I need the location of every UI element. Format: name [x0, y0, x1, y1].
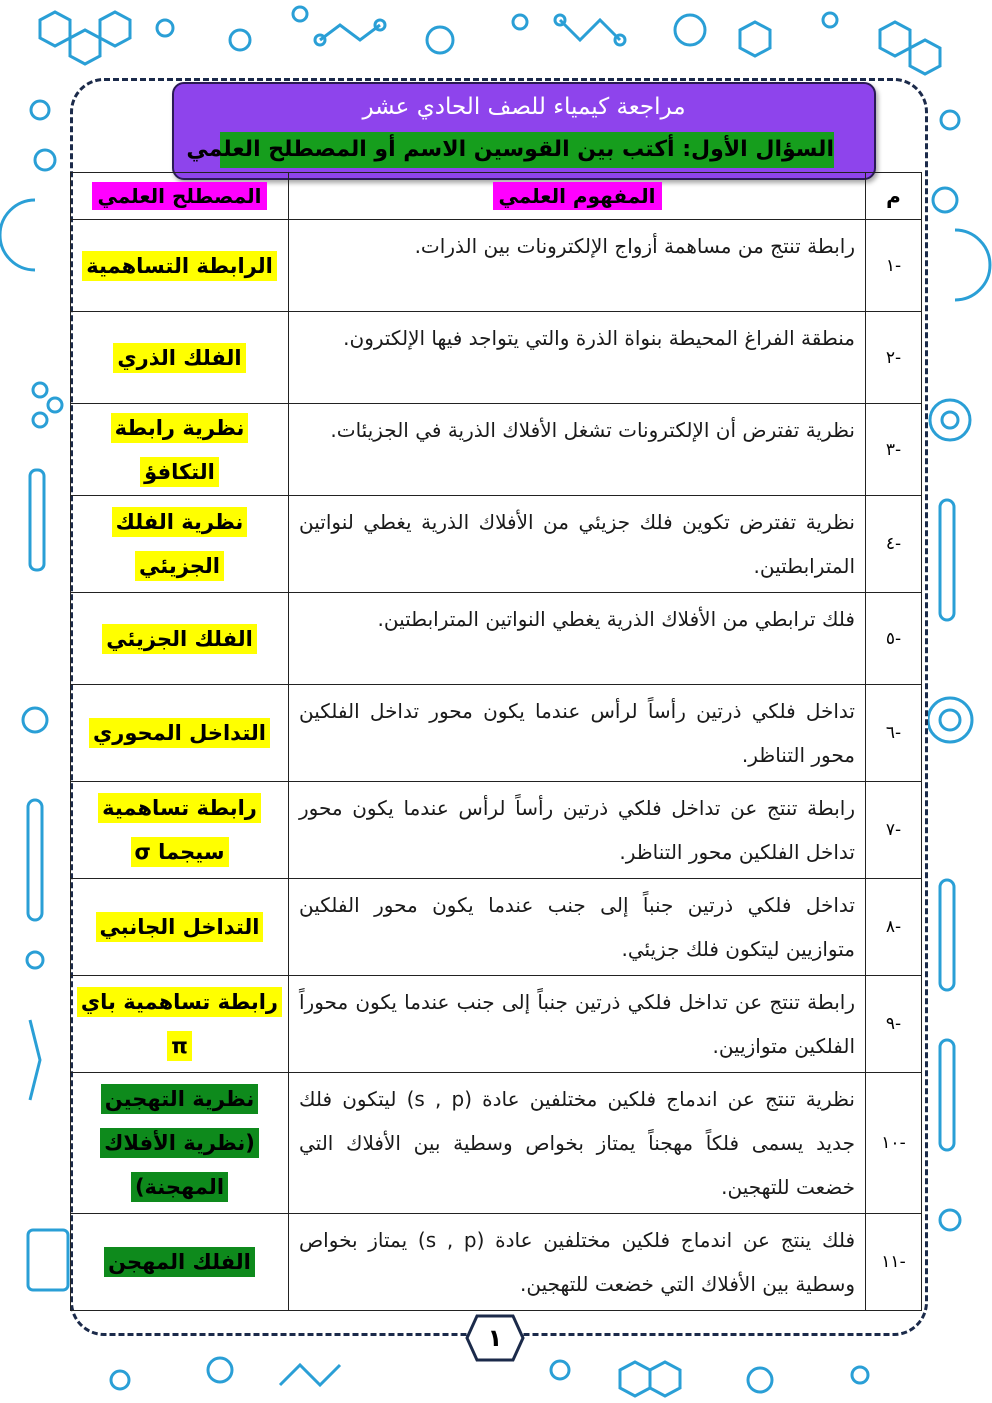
- row-definition: رابطة تنتج عن تداخل فلكي ذرتين جنباً إلى جنب عندما يكون محوراً الفلكين متوازيين.: [289, 976, 866, 1073]
- row-number: -١١: [866, 1214, 922, 1311]
- page-number-badge: [465, 1312, 525, 1364]
- row-definition: نظرية تفترض أن الإلكترونات تشغل الأفلاك الذرية في الجزيئات.: [289, 404, 866, 496]
- table-row: [71, 593, 922, 685]
- term-highlight: الرابطة التساهمية: [82, 251, 277, 281]
- row-term: [71, 976, 289, 1073]
- col-header-definition-label: المفهوم العلمي: [493, 182, 662, 210]
- table-row: [71, 220, 922, 312]
- term-highlight: الفلك المهجن: [104, 1247, 255, 1277]
- table-row: [71, 404, 922, 496]
- header-banner: [172, 82, 876, 180]
- row-term: [71, 879, 289, 976]
- table-row: [71, 976, 922, 1073]
- row-number: -٨: [866, 879, 922, 976]
- row-definition: رابطة تنتج من مساهمة أزواج الإلكترونات بين الذرات.: [289, 220, 866, 312]
- table-row: [71, 782, 922, 879]
- col-header-num: م: [866, 173, 922, 220]
- row-term: [71, 496, 289, 593]
- term-highlight: نظرية التهجين (نظرية الأفلاك المهجنة): [100, 1084, 259, 1202]
- table-row: [71, 685, 922, 782]
- row-definition: فلك ترابطي من الأفلاك الذرية يغطي النواتين المترابطتين.: [289, 593, 866, 685]
- row-term: [71, 312, 289, 404]
- term-highlight: نظرية رابطة التكافؤ: [111, 413, 249, 487]
- page-title: مراجعة كيمياء للصف الحادي عشر: [362, 94, 686, 120]
- table-header-row: [71, 173, 922, 220]
- page-number: ١: [487, 1324, 503, 1352]
- term-highlight: الفلك الجزيئي: [102, 624, 257, 654]
- term-highlight: نظرية الفلك الجزيئي: [112, 507, 248, 581]
- col-header-term: [71, 173, 289, 220]
- row-term: [71, 1214, 289, 1311]
- row-number: -٦: [866, 685, 922, 782]
- row-definition: تداخل فلكي ذرتين رأساً لرأس عندما يكون محور تداخل الفلكين محور التناظر.: [289, 685, 866, 782]
- row-number: -٥: [866, 593, 922, 685]
- term-highlight: التداخل الجانبي: [96, 912, 264, 942]
- row-term: [71, 220, 289, 312]
- row-definition: نظرية تنتج عن اندماج فلكين مختلفين عادة (s , p) ليتكون فلك جديد يسمى فلكاً مهجناً يمتاز بخواص وسطية بين الأفلاك التي خضعت للتهجين.: [289, 1073, 866, 1214]
- row-number: -٣: [866, 404, 922, 496]
- term-highlight: رابطة تساهمية باي π: [77, 987, 282, 1061]
- term-highlight: الفلك الذري: [113, 343, 245, 373]
- row-number: -١: [866, 220, 922, 312]
- row-term: [71, 782, 289, 879]
- col-header-definition: [289, 173, 866, 220]
- terms-table: [70, 172, 922, 1311]
- row-number: -٧: [866, 782, 922, 879]
- row-definition: منطقة الفراغ المحيطة بنواة الذرة والتي يتواجد فيها الإلكترون.: [289, 312, 866, 404]
- table-row: [71, 496, 922, 593]
- row-definition: تداخل فلكي ذرتين جنباً إلى جنب عندما يكون محور الفلكين متوازيين ليتكون فلك جزيئي.: [289, 879, 866, 976]
- row-number: -٤: [866, 496, 922, 593]
- row-number: -١٠: [866, 1073, 922, 1214]
- row-definition: رابطة تنتج عن تداخل فلكي ذرتين رأساً لرأس عندما يكون محور تداخل الفلكين محور التناظر.: [289, 782, 866, 879]
- row-definition: نظرية تفترض تكوين فلك جزيئي من الأفلاك الذرية يغطي لنواتين المترابطتين.: [289, 496, 866, 593]
- row-number: -٩: [866, 976, 922, 1073]
- row-term: [71, 685, 289, 782]
- row-term: [71, 404, 289, 496]
- hexagon-molecule-icon: [40, 12, 70, 46]
- term-highlight: التداخل المحوري: [89, 718, 270, 748]
- table-row: [71, 1214, 922, 1311]
- col-header-term-label: المصطلح العلمي: [92, 182, 268, 210]
- table-row: [71, 879, 922, 976]
- row-term: [71, 1073, 289, 1214]
- table-row: [71, 312, 922, 404]
- row-term: [71, 593, 289, 685]
- question-title: السؤال الأول: أكتب بين القوسين الاسم أو المصطلح العلمي: [220, 132, 834, 168]
- table-row: [71, 1073, 922, 1214]
- row-number: -٢: [866, 312, 922, 404]
- term-highlight: رابطة تساهمية سيجما σ: [98, 793, 261, 867]
- row-definition: فلك ينتج عن اندماج فلكين مختلفين عادة (s , p) يمتاز بخواص وسطية بين الأفلاك التي خضعت للتهجين.: [289, 1214, 866, 1311]
